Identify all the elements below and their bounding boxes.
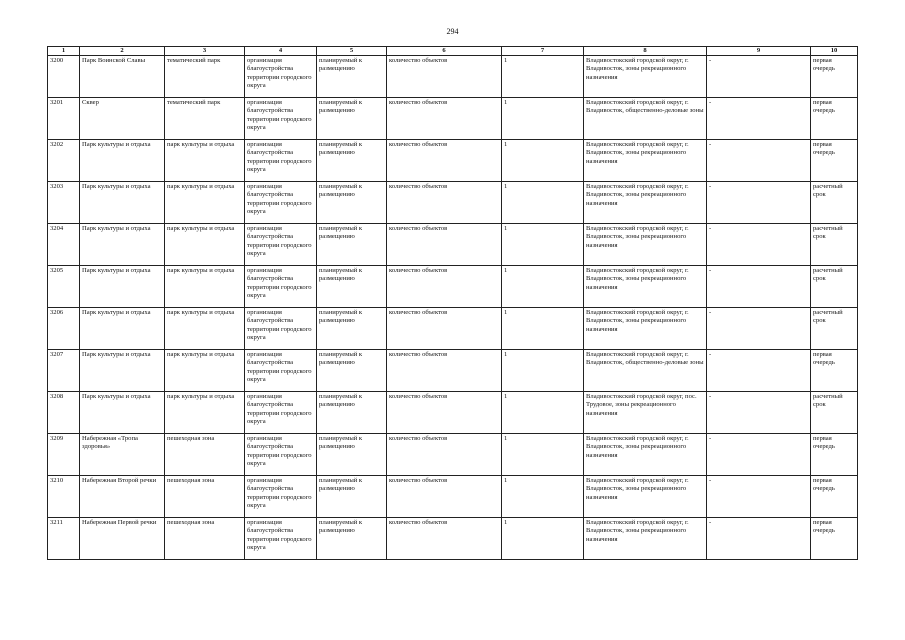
column-header-10: 10 <box>811 47 858 56</box>
row-number-cell: 3204 <box>48 224 80 266</box>
table-row <box>48 224 858 266</box>
table-row <box>48 140 858 182</box>
location-cell: Владивостокский городской округ, г. Владивосток, зоны рекреационного назначения <box>584 476 707 518</box>
characteristic-cell: количество объектов <box>387 266 502 308</box>
zone-cell: - <box>707 56 811 98</box>
value-cell: 1 <box>502 350 584 392</box>
purpose-cell: организация благоустройства территории городского округа <box>245 476 317 518</box>
purpose-cell: организация благоустройства территории городского округа <box>245 518 317 560</box>
status-cell: планируемый к размещению <box>317 266 387 308</box>
status-cell: планируемый к размещению <box>317 140 387 182</box>
object-name-cell: Парк культуры и отдыха <box>80 140 165 182</box>
column-header-7: 7 <box>502 47 584 56</box>
term-cell: первая очередь <box>811 98 858 140</box>
location-cell: Владивостокский городской округ, г. Владивосток, зоны рекреационного назначения <box>584 224 707 266</box>
term-cell: первая очередь <box>811 434 858 476</box>
object-name-cell: Сквер <box>80 98 165 140</box>
object-kind-cell: парк культуры и отдыха <box>165 308 245 350</box>
row-number-cell: 3209 <box>48 434 80 476</box>
table-body <box>48 56 858 560</box>
object-kind-cell: пешеходная зона <box>165 434 245 476</box>
value-cell: 1 <box>502 224 584 266</box>
term-cell: расчетный срок <box>811 266 858 308</box>
column-header-4: 4 <box>245 47 317 56</box>
status-cell: планируемый к размещению <box>317 308 387 350</box>
location-cell: Владивостокский городской округ, г. Владивосток, общественно-деловые зоны <box>584 350 707 392</box>
purpose-cell: организация благоустройства территории городского округа <box>245 98 317 140</box>
location-cell: Владивостокский городской округ, г. Владивосток, общественно-деловые зоны <box>584 98 707 140</box>
status-cell: планируемый к размещению <box>317 434 387 476</box>
table-row <box>48 350 858 392</box>
location-cell: Владивостокский городской округ, пос. Трудовое, зоны рекреационного назначения <box>584 392 707 434</box>
term-cell: расчетный срок <box>811 224 858 266</box>
zone-cell: - <box>707 98 811 140</box>
location-cell: Владивостокский городской округ, г. Владивосток, зоны рекреационного назначения <box>584 434 707 476</box>
object-name-cell: Парк культуры и отдыха <box>80 350 165 392</box>
purpose-cell: организация благоустройства территории городского округа <box>245 308 317 350</box>
zone-cell: - <box>707 476 811 518</box>
value-cell: 1 <box>502 434 584 476</box>
zone-cell: - <box>707 140 811 182</box>
objects-table <box>47 46 858 560</box>
status-cell: планируемый к размещению <box>317 518 387 560</box>
object-kind-cell: парк культуры и отдыха <box>165 392 245 434</box>
object-kind-cell: пешеходная зона <box>165 476 245 518</box>
characteristic-cell: количество объектов <box>387 476 502 518</box>
status-cell: планируемый к размещению <box>317 182 387 224</box>
location-cell: Владивостокский городской округ, г. Владивосток, зоны рекреационного назначения <box>584 182 707 224</box>
value-cell: 1 <box>502 140 584 182</box>
object-kind-cell: парк культуры и отдыха <box>165 224 245 266</box>
object-kind-cell: парк культуры и отдыха <box>165 140 245 182</box>
zone-cell: - <box>707 224 811 266</box>
row-number-cell: 3210 <box>48 476 80 518</box>
object-kind-cell: тематический парк <box>165 56 245 98</box>
purpose-cell: организация благоустройства территории городского округа <box>245 140 317 182</box>
table-row <box>48 98 858 140</box>
value-cell: 1 <box>502 476 584 518</box>
status-cell: планируемый к размещению <box>317 98 387 140</box>
object-kind-cell: парк культуры и отдыха <box>165 266 245 308</box>
object-name-cell: Парк культуры и отдыха <box>80 182 165 224</box>
object-name-cell: Парк Воинской Славы <box>80 56 165 98</box>
term-cell: расчетный срок <box>811 308 858 350</box>
purpose-cell: организация благоустройства территории городского округа <box>245 56 317 98</box>
characteristic-cell: количество объектов <box>387 140 502 182</box>
value-cell: 1 <box>502 98 584 140</box>
column-header-8: 8 <box>584 47 707 56</box>
characteristic-cell: количество объектов <box>387 350 502 392</box>
term-cell: первая очередь <box>811 476 858 518</box>
object-kind-cell: тематический парк <box>165 98 245 140</box>
row-number-cell: 3203 <box>48 182 80 224</box>
row-number-cell: 3205 <box>48 266 80 308</box>
purpose-cell: организация благоустройства территории городского округа <box>245 434 317 476</box>
term-cell: первая очередь <box>811 350 858 392</box>
value-cell: 1 <box>502 518 584 560</box>
value-cell: 1 <box>502 392 584 434</box>
column-header-6: 6 <box>387 47 502 56</box>
row-number-cell: 3207 <box>48 350 80 392</box>
purpose-cell: организация благоустройства территории городского округа <box>245 350 317 392</box>
term-cell: расчетный срок <box>811 182 858 224</box>
header-row <box>48 47 858 56</box>
term-cell: первая очередь <box>811 56 858 98</box>
location-cell: Владивостокский городской округ, г. Владивосток, зоны рекреационного назначения <box>584 308 707 350</box>
object-kind-cell: парк культуры и отдыха <box>165 182 245 224</box>
object-kind-cell: пешеходная зона <box>165 518 245 560</box>
value-cell: 1 <box>502 182 584 224</box>
characteristic-cell: количество объектов <box>387 182 502 224</box>
page-number: 294 <box>446 27 459 36</box>
term-cell: расчетный срок <box>811 392 858 434</box>
characteristic-cell: количество объектов <box>387 434 502 476</box>
purpose-cell: организация благоустройства территории городского округа <box>245 266 317 308</box>
status-cell: планируемый к размещению <box>317 56 387 98</box>
value-cell: 1 <box>502 266 584 308</box>
zone-cell: - <box>707 266 811 308</box>
column-header-3: 3 <box>165 47 245 56</box>
term-cell: первая очередь <box>811 518 858 560</box>
table-row <box>48 518 858 560</box>
zone-cell: - <box>707 350 811 392</box>
characteristic-cell: количество объектов <box>387 224 502 266</box>
row-number-cell: 3200 <box>48 56 80 98</box>
column-header-9: 9 <box>707 47 811 56</box>
characteristic-cell: количество объектов <box>387 98 502 140</box>
status-cell: планируемый к размещению <box>317 392 387 434</box>
column-header-5: 5 <box>317 47 387 56</box>
characteristic-cell: количество объектов <box>387 56 502 98</box>
value-cell: 1 <box>502 308 584 350</box>
object-kind-cell: парк культуры и отдыха <box>165 350 245 392</box>
object-name-cell: Набережная «Тропа здоровья» <box>80 434 165 476</box>
row-number-cell: 3206 <box>48 308 80 350</box>
row-number-cell: 3201 <box>48 98 80 140</box>
zone-cell: - <box>707 392 811 434</box>
zone-cell: - <box>707 434 811 476</box>
purpose-cell: организация благоустройства территории городского округа <box>245 182 317 224</box>
characteristic-cell: количество объектов <box>387 392 502 434</box>
column-header-1: 1 <box>48 47 80 56</box>
purpose-cell: организация благоустройства территории городского округа <box>245 224 317 266</box>
status-cell: планируемый к размещению <box>317 476 387 518</box>
location-cell: Владивостокский городской округ, г. Владивосток, зоны рекреационного назначения <box>584 266 707 308</box>
object-name-cell: Набережная Второй речки <box>80 476 165 518</box>
location-cell: Владивостокский городской округ, г. Владивосток, зоны рекреационного назначения <box>584 56 707 98</box>
characteristic-cell: количество объектов <box>387 518 502 560</box>
table-row <box>48 434 858 476</box>
table-row <box>48 392 858 434</box>
status-cell: планируемый к размещению <box>317 224 387 266</box>
characteristic-cell: количество объектов <box>387 308 502 350</box>
table-row <box>48 476 858 518</box>
object-name-cell: Парк культуры и отдыха <box>80 308 165 350</box>
object-name-cell: Набережная Первой речки <box>80 518 165 560</box>
table-row <box>48 182 858 224</box>
purpose-cell: организация благоустройства территории городского округа <box>245 392 317 434</box>
value-cell: 1 <box>502 56 584 98</box>
column-header-2: 2 <box>80 47 165 56</box>
row-number-cell: 3202 <box>48 140 80 182</box>
table-row <box>48 56 858 98</box>
object-name-cell: Парк культуры и отдыха <box>80 392 165 434</box>
zone-cell: - <box>707 308 811 350</box>
location-cell: Владивостокский городской округ, г. Владивосток, зоны рекреационного назначения <box>584 518 707 560</box>
table-row <box>48 266 858 308</box>
location-cell: Владивостокский городской округ, г. Владивосток, зоны рекреационного назначения <box>584 140 707 182</box>
object-name-cell: Парк культуры и отдыха <box>80 266 165 308</box>
row-number-cell: 3208 <box>48 392 80 434</box>
object-name-cell: Парк культуры и отдыха <box>80 224 165 266</box>
row-number-cell: 3211 <box>48 518 80 560</box>
table-row <box>48 308 858 350</box>
term-cell: первая очередь <box>811 140 858 182</box>
zone-cell: - <box>707 518 811 560</box>
status-cell: планируемый к размещению <box>317 350 387 392</box>
zone-cell: - <box>707 182 811 224</box>
